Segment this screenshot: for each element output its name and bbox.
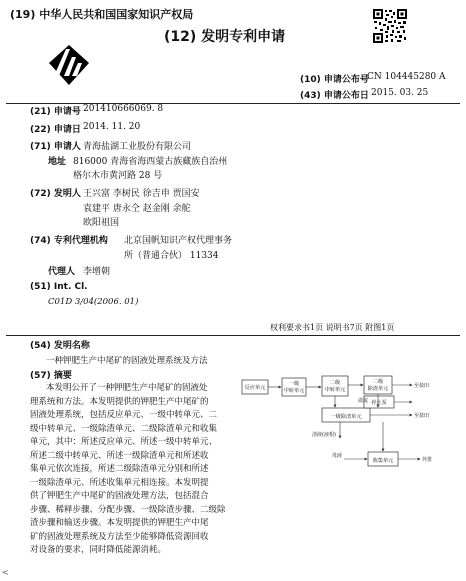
qr-code	[372, 8, 408, 44]
transfer1-text-b: 中转单元	[283, 388, 305, 394]
abstract-line: 一级除渣单元、所述收集单元相连接。本发明提	[30, 477, 209, 488]
abstract-line: 步骤、稀释步骤、分配步骤、一级除渣步骤、二级除	[30, 504, 226, 515]
reaction-unit-text: 反应单元	[244, 385, 266, 391]
app-no: 201410666069. 8	[83, 104, 164, 114]
agent-label: 代理人	[48, 267, 76, 277]
divider-rule	[6, 335, 460, 336]
agency-line1: 北京国帆知识产权代理事务	[124, 236, 233, 246]
inventors-line2: 袁建平 唐永仝 赵金刚 余舵	[83, 204, 191, 214]
cnipa-logo	[48, 43, 91, 87]
overflow-text: 溢流	[358, 398, 369, 404]
abstract-line: 固液处理系统，包括反应单元、一级中转单元、二	[30, 410, 218, 420]
abstract-line: 本发明公开了一种钾肥生产中尾矿的固液处	[46, 383, 208, 393]
pub-date-label: (43) 申请公布日	[300, 91, 369, 101]
transfer2-box	[322, 376, 348, 396]
abstract-line: 级中转单元、一级除渣单元、二级除渣单元和收集	[30, 423, 218, 434]
abstract-line: 理系统和方法。本发明提供的钾肥生产中尾矿的	[30, 396, 209, 407]
deslag2-text-a: 二级	[372, 379, 384, 385]
transfer2-text-a: 二级	[329, 380, 341, 386]
collect-unit-text: 收集单元	[372, 458, 394, 464]
applicant: 青海盐湖工业股份有限公司	[83, 142, 192, 152]
gate-text: 停止泵	[371, 400, 387, 406]
app-no-label: (21) 申请号	[30, 107, 81, 117]
abstract-line: 集单元依次连接，所述二级除渣单元分别和所述	[30, 464, 209, 474]
int-cl-label: (51) Int. Cl.	[30, 282, 88, 292]
salt-field1-text: 至盐田	[414, 383, 430, 389]
pub-no-label: (10) 申请公布号	[300, 75, 369, 85]
agency-line2: 所（普通合伙） 11334	[124, 251, 219, 261]
address-label: 地址	[48, 157, 67, 167]
deslag1-text: 一级除渣单元	[330, 414, 362, 420]
discharge-text: 外排	[422, 457, 433, 463]
applicant-label: (71) 申请人	[30, 142, 81, 152]
inventors-label: (72) 发明人	[30, 189, 81, 199]
agent: 李增朝	[83, 267, 111, 277]
inventors-line1: 王兴富 李树民 徐吉申 贾国安	[83, 189, 200, 199]
pub-no: CN 104445280 A	[367, 72, 446, 82]
abstract-line: 所述二级中转单元、所述一级除渣单元和所述收	[30, 450, 209, 461]
office-title: (19) 中华人民共和国国家知识产权局	[10, 8, 194, 21]
title-label: (54) 发明名称	[30, 341, 90, 351]
app-date: 2014. 11. 20	[83, 122, 141, 132]
process-flow-diagram	[240, 372, 440, 486]
page-margin-mark: <	[2, 568, 9, 577]
abstract-line: 渣步骤和输送步骤。本发明提供的钾肥生产中尾	[30, 518, 209, 528]
address-line2: 格尔木市黄河路 28 号	[73, 171, 163, 181]
document-type: (12) 发明专利申请	[164, 29, 286, 45]
abstract-line: 单元，其中：所述反应单元、所述一级中转单元、	[30, 437, 218, 447]
transfer2-text-b: 中转单元	[324, 387, 346, 393]
address-line1: 816000 青海省海西蒙古族藏族自治州	[73, 157, 228, 167]
abstract-line: 对设备的要求，同时降低能源消耗。	[30, 545, 167, 555]
deslag2-text-b: 除渣单元	[367, 386, 389, 392]
transfer1-text-a: 一级	[288, 381, 300, 387]
agency-label: (74) 专利代理机构	[30, 236, 108, 246]
pages-summary: 权利要求书1页 说明书7页 附图1页	[270, 323, 395, 332]
abstract-line: 供了钾肥生产中尾矿的固液处理方法，包括混合	[30, 491, 209, 501]
abstract-label: (57) 摘要	[30, 371, 72, 381]
abstract-line: 矿的固液处理系统及方法至少能够降低资源回收	[30, 531, 209, 542]
app-date-label: (22) 申请日	[30, 125, 81, 135]
salt-field2-text: 至盐田	[414, 413, 430, 419]
abstract-text	[30, 382, 226, 558]
pub-date: 2015. 03. 25	[371, 88, 429, 98]
int-cl: C01D 3/04(2006. 01)	[48, 297, 139, 307]
invention-title: 一种钾肥生产中尾矿的固液处理系统及方法	[46, 356, 208, 366]
clear-liquid-text: 清液(液相)	[312, 432, 336, 438]
mother-liquor-text: 母液	[332, 453, 343, 459]
inventors-line3: 欧阳祖国	[83, 218, 120, 228]
